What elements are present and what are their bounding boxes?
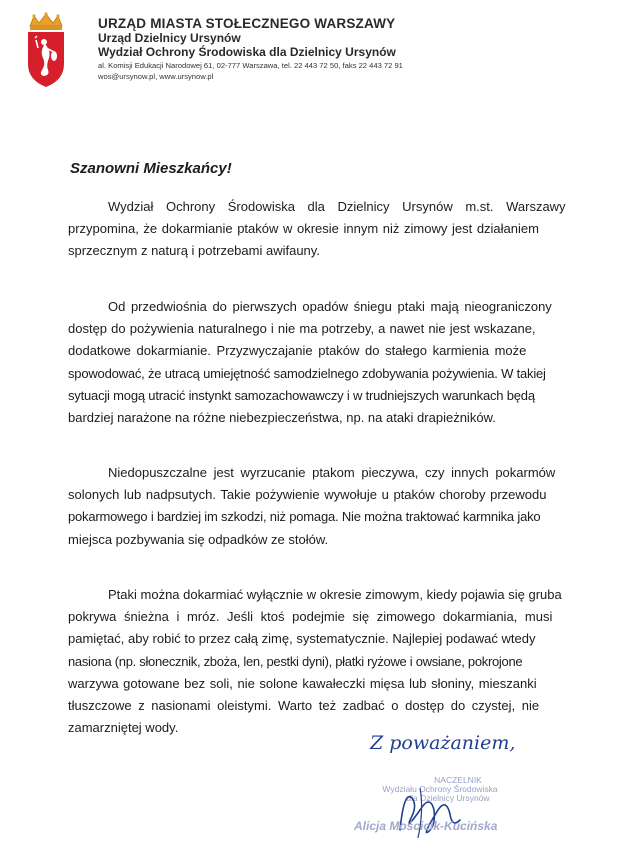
paragraph-line: zamarzniętej wody. [68,720,179,736]
paragraph-line: solonych lub nadpsutych. Takie pożywienie wywołuje u ptaków choroby przewodu [68,487,547,503]
paragraph-line: bardziej narażone na różne niebezpieczeństwa, np. na ataki drapieżników. [68,410,496,426]
paragraph-line: dostęp do pożywienia naturalnego i nie ma potrzeby, a nawet nie jest wskazane, [68,321,536,337]
regards-handwritten: Z poważaniem, [370,732,516,754]
contact-line: wos@ursynow.pl, www.ursynow.pl [98,72,214,81]
paragraph-1 [68,196,568,263]
stamp-district: dla Dzielnicy Ursynów [406,793,490,803]
paragraph-line: sytuacji mogą utracić instynkt samozachowawczy i w trudniejszych warunkach będą [68,387,535,403]
address-line: al. Komisji Edukacji Narodowej 61, 02-777 Warszawa, tel. 22 443 72 50, faks 22 443 72 91 [98,61,403,70]
paragraph-line: miejsca pozbywania się odpadków ze stołów. [68,531,329,547]
paragraph-line: pokrywa śnieżna i mróz. Jeśli ktoś podejmie się zimowego dokarmiania, musi [68,609,553,625]
paragraph-line: dodatkowe dokarmianie. Przyzwyczajanie ptaków do stałego karmienia może [68,343,527,359]
department-name: Wydział Ochrony Środowiska dla Dzielnicy Ursynów [98,45,396,59]
org-name: URZĄD MIASTA STOŁECZNEGO WARSZAWY [98,16,396,31]
paragraph-line: pamiętać, aby robić to przez całą zimę, systematycznie. Najlepiej podawać wtedy [68,631,536,647]
paragraph-line: nasiona (np. słonecznik, zboża, len, pestki dyni), płatki ryżowe i owsiane, pokrojone [68,653,523,669]
paragraph-line: warzywa gotowane bez soli, nie solone kawałeczki mięsa lub słoniny, mieszanki [68,675,537,691]
warsaw-mermaid-crest-icon [24,12,68,88]
paragraph-2 [68,296,568,429]
signature-block [350,730,560,858]
paragraph-line: sprzecznym z naturą i potrzebami awifauny. [68,243,320,259]
paragraph-line: spowodować, że utracą umiejętność samodzielnego zdobywania pożywienia. W takiej [68,365,546,381]
paragraph-line: Niedopuszczalne jest wyrzucanie ptakom pieczywa, czy innych pokarmów [108,465,556,480]
stamp-department: Wydziału Ochrony Środowiska [382,784,498,794]
greeting: Szanowni Mieszkańcy! [70,160,232,177]
district-office: Urząd Dzielnicy Ursynów [98,31,241,45]
paragraph-4 [68,584,568,739]
paragraph-3 [68,462,568,551]
paragraph-line: Wydział Ochrony Środowiska dla Dzielnicy Ursynów m.st. Warszawy [108,199,566,214]
paragraph-line: Od przedwiośnia do pierwszych opadów śniegu ptaki mają nieograniczony [108,299,552,314]
paragraph-line: przypomina, że dokarmianie ptaków w okresie innym niż zimowy jest działaniem [68,221,539,237]
letterhead [20,10,610,100]
letterhead-text [98,16,403,82]
paragraph-line: tłuszczowe z nasionami oleistymi. Warto też zadbać o dostęp do czystej, nie [68,698,540,714]
paragraph-line: pokarmowego i bardziej im szkodzi, niż pomaga. Nie można traktować karmnika jako [68,509,541,525]
stamp-title: NACZELNIK [434,775,482,785]
stamp-name: Alicja Mościcik-Kucińska [354,819,498,833]
paragraph-line: Ptaki można dokarmiać wyłącznie w okresie zimowym, kiedy pojawia się gruba [108,587,562,602]
